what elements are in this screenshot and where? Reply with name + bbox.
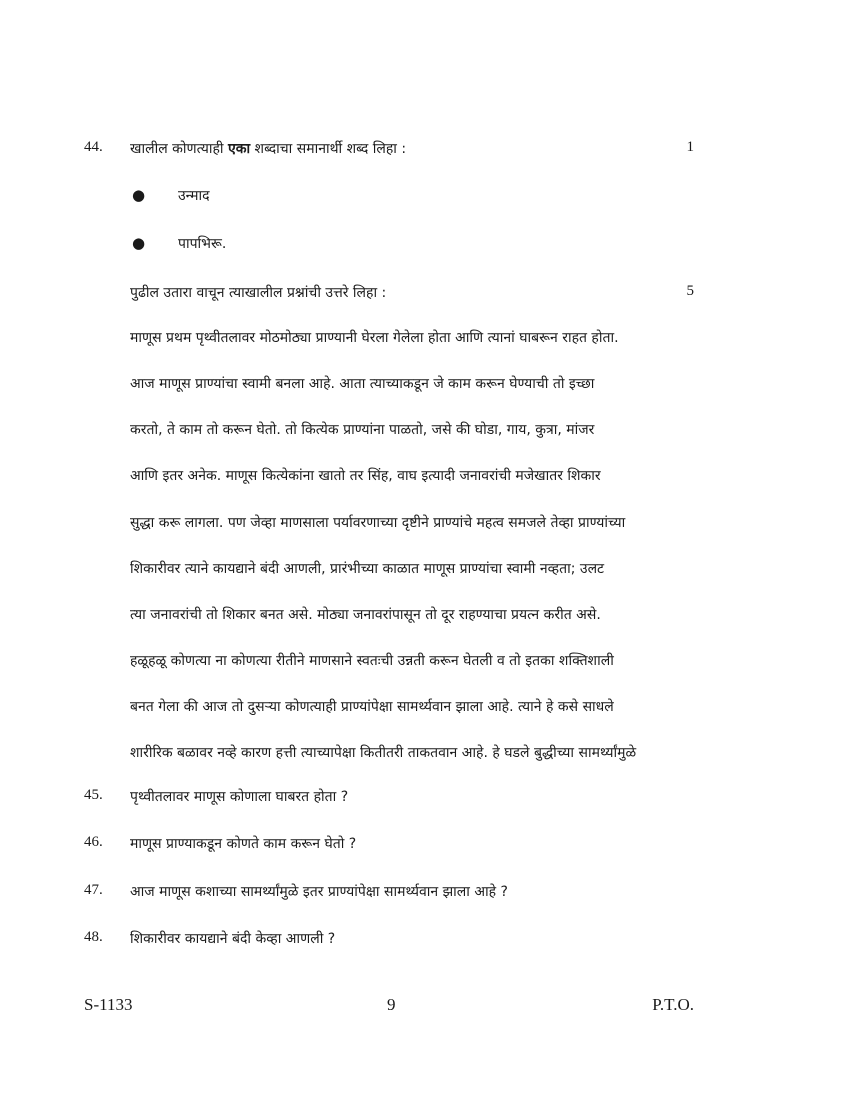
passage-line: शारीरिक बळावर नव्हे कारण हत्ती त्याच्यापेक्षा कितीतरी ताकतवान आहे. हे घडले बुद्धीच्या सामर्थ्यांमुळे [130, 745, 637, 761]
passage-marks: 5 [686, 283, 694, 299]
option-1: उन्माद [178, 188, 210, 204]
question-44-marks: 1 [686, 139, 694, 155]
question-46-number: 46. [84, 834, 103, 850]
question-45-text: पृथ्वीतलावर माणूस कोणाला घाबरत होता ? [130, 789, 349, 805]
question-44-text-before: खालील कोणत्याही [130, 141, 228, 157]
passage-instruction: पुढील उतारा वाचून त्याखालील प्रश्नांची उत्तरे लिहा : [130, 285, 387, 301]
question-44-text-bold: एका [227, 141, 251, 157]
question-44-text-after: शब्दाचा समानार्थी शब्द लिहा : [250, 141, 407, 157]
question-46-text: माणूस प्राण्याकडून कोणते काम करून घेतो ? [130, 836, 357, 852]
passage-line: शिकारीवर त्याने कायद्याने बंदी आणली, प्रारंभीच्या काळात माणूस प्राण्यांचा स्वामी नव्हता; उलट [130, 561, 605, 577]
passage-line: त्या जनावरांची तो शिकार बनत असे. मोठ्या जनावरांपासून तो दूर राहण्याचा प्रयत्न करीत असे. [130, 607, 601, 623]
passage-line: आज माणूस प्राण्यांचा स्वामी बनला आहे. आता त्याच्याकडून जे काम करून घेण्याची तो इच्छा [130, 376, 595, 392]
question-47-text: आज माणूस कशाच्या सामर्थ्यांमुळे इतर प्राण्यांपेक्षा सामर्थ्यवान झाला आहे ? [130, 884, 508, 900]
passage-line: माणूस प्रथम पृथ्वीतलावर मोठमोठ्या प्राण्यानी घेरला गेलेला होता आणि त्यानां घाबरून राहत होता. [130, 330, 619, 346]
option-2: पापभिरू. [178, 236, 227, 252]
page-number: 9 [387, 995, 396, 1014]
question-48-number: 48. [84, 929, 103, 945]
paper-code: S-1133 [84, 995, 133, 1014]
passage-line: आणि इतर अनेक. माणूस कित्येकांना खातो तर सिंह, वाघ इत्यादी जनावरांची मजेखातर शिकार [130, 468, 601, 484]
question-44-text [130, 139, 406, 158]
passage-line: हळूहळू कोणत्या ना कोणत्या रीतीने माणसाने स्वतःची उन्नती करून घेतली व तो इतका शक्तिशाली [130, 653, 614, 669]
bullet-icon: ● [132, 234, 146, 252]
passage-line: करतो, ते काम तो करून घेतो. तो कित्येक प्राण्यांना पाळतो, जसे की घोडा, गाय, कुत्रा, मांजर [130, 422, 595, 438]
passage-line: बनत गेला की आज तो दुसऱ्या कोणत्याही प्राण्यांपेक्षा सामर्थ्यवान झाला आहे. त्याने हे कसे साधले [130, 699, 614, 715]
question-44-number: 44. [84, 139, 103, 155]
question-47-number: 47. [84, 882, 103, 898]
question-45-number: 45. [84, 787, 103, 803]
pto-label: P.T.O. [652, 995, 694, 1014]
question-48-text: शिकारीवर कायद्याने बंदी केव्हा आणली ? [130, 931, 336, 947]
bullet-icon: ● [132, 186, 146, 204]
passage-line: सुद्धा करू लागला. पण जेव्हा माणसाला पर्यावरणाच्या दृष्टीने प्राण्यांचे महत्व समजले तेव्हा प्राण्यांच्या [130, 515, 626, 531]
